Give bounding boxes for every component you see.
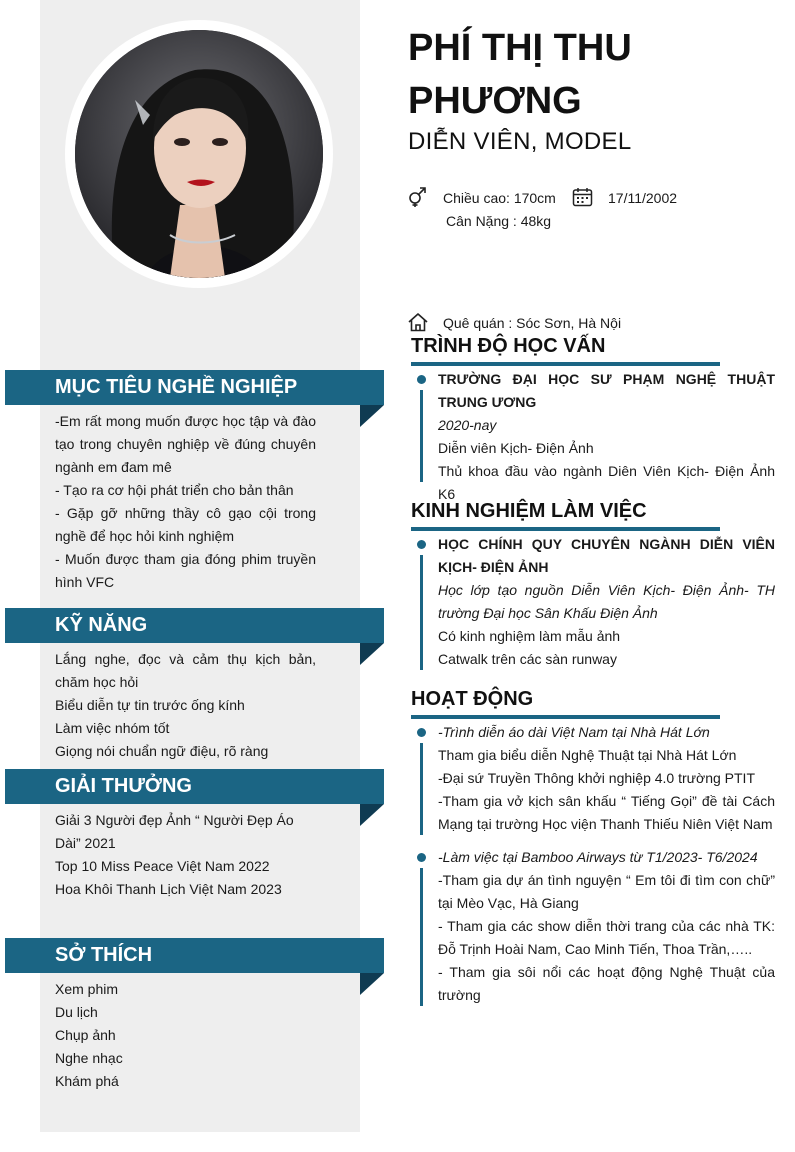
birthday-info: 17/11/2002 [608,190,678,206]
award-line: Giải 3 Người đẹp Ảnh “ Người Đẹp Áo Dài” 2021 [55,812,294,851]
height-info: Chiều cao: 170cm [443,190,556,206]
banner-fold [360,973,384,995]
school-name: TRƯỜNG ĐẠI HỌC SƯ PHẠM NGHỆ THUẬT TRUNG ƯƠNG [438,371,775,410]
banner-fold [360,643,384,665]
hobbies-title: SỞ THÍCH [55,944,153,966]
education-note: Thủ khoa đầu vào ngành Diên Viên Kịch- Điện Ảnh K6 [438,463,775,502]
bullet-dot [417,540,426,549]
banner-fold [360,804,384,826]
activity-heading: -Làm việc tại Bamboo Airways từ T1/2023- T6/2024 [438,849,758,865]
bullet-dot [417,853,426,862]
timeline-line [420,743,423,835]
awards-text [55,809,316,901]
activities-title: HOẠT ĐỘNG [411,688,534,710]
career-goal-banner [5,370,384,405]
career-goal-text [55,410,316,594]
education-title: TRÌNH ĐỘ HỌC VẤN [411,335,606,357]
hobby-line: Xem phim [55,981,119,997]
candidate-name: PHÍ THỊ THU PHƯƠNG [408,27,632,122]
career-goal-line: -Em rất mong muốn được học tập và đào tạo trong chuyên nghiệp về đúng chuyên ngành em đam mê [55,413,316,475]
bullet-dot [417,375,426,384]
career-goal-line: - Muốn được tham gia đóng phim truyền hình VFC [55,551,316,590]
timeline-line [420,555,423,670]
section-underline [411,527,720,531]
profile-photo [75,30,323,278]
section-underline [411,362,720,366]
awards-title: GIẢI THƯỞNG [55,775,192,797]
hobby-line: Du lịch [55,1004,98,1020]
timeline-line [420,390,423,482]
education-period: 2020-nay [438,417,497,433]
experience-heading: HỌC CHÍNH QUY CHUYÊN NGÀNH DIỄN VIÊN KỊCH- ĐIỆN ẢNH [438,536,775,575]
experience-line: Có kinh nghiệm làm mẫu ảnh [438,628,621,644]
section-underline [411,715,720,719]
hobbies-banner [5,938,384,973]
career-goal-title: MỤC TIÊU NGHỀ NGHIỆP [55,376,298,398]
gender-icon [407,186,429,208]
activity-line: - Tham gia các show diễn thời trang của các nhà TK: Đỗ Trịnh Hoài Nam, Cao Minh Tiến, Thoa Trần,….. [438,918,775,957]
activity-entry [438,721,775,836]
education-entry [438,368,775,506]
skills-banner [5,608,384,643]
award-line: Top 10 Miss Peace Việt Nam 2022 [55,858,270,874]
hobbies-text [55,978,316,1093]
banner-fold [360,405,384,427]
activity-entry [438,846,775,1007]
career-goal-line: - Tạo ra cơ hội phát triển cho bản thân [55,482,294,498]
timeline-line [420,868,423,1006]
skills-title: KỸ NĂNG [55,614,148,636]
hometown-info: Quê quán : Sóc Sơn, Hà Nội [443,315,622,331]
awards-banner [5,769,384,804]
skill-line: Biểu diễn tự tin trước ống kính [55,697,245,713]
hobby-line: Khám phá [55,1073,119,1089]
skill-line: Lắng nghe, đọc và cảm thụ kịch bản, chăm học hỏi [55,651,316,690]
activity-line: -Tham gia dự án tình nguyện “ Em tôi đi tìm con chữ” tại Mèo Vạc, Hà Giang [438,872,775,911]
skill-line: Giọng nói chuẩn ngữ điệu, rõ ràng [55,743,269,759]
experience-sub: Học lớp tạo nguồn Diễn Viên Kịch- Điện Ảnh- TH trường Đại học Sân Khấu Điện Ảnh [438,582,775,621]
weight-info: Cân Nặng : 48kg [446,213,552,229]
hobby-line: Chụp ảnh [55,1027,116,1043]
portrait-illustration [75,30,323,278]
experience-title: KINH NGHIỆM LÀM VIỆC [411,500,647,522]
experience-entry [438,533,775,671]
skill-line: Làm việc nhóm tốt [55,720,170,736]
activity-line: - Tham gia sôi nổi các hoạt động Nghệ Thuật của trường [438,964,775,1003]
activity-line: -Tham gia vở kịch sân khấu “ Tiếng Gọi” đề tài Cách Mạng tại trường Học viện Thanh Thiếu Niên Việt Nam [438,793,775,832]
candidate-role: DIỄN VIÊN, MODEL [408,128,632,155]
education-major: Diễn viên Kịch- Điện Ảnh [438,440,594,456]
activity-line: -Đại sứ Truyền Thông khởi nghiệp 4.0 trường PTIT [438,770,755,786]
activity-line: Tham gia biểu diễn Nghệ Thuật tại Nhà Hát Lớn [438,747,737,763]
career-goal-line: - Gặp gỡ những thầy cô gạo cội trong nghề để học hỏi kinh nghiệm [55,505,316,544]
activity-heading: -Trình diễn áo dài Việt Nam tại Nhà Hát Lớn [438,724,710,740]
home-icon [407,312,429,332]
bullet-dot [417,728,426,737]
skills-text [55,648,316,763]
award-line: Hoa Khôi Thanh Lịch Việt Nam 2023 [55,881,282,897]
calendar-icon [572,187,593,207]
hobby-line: Nghe nhạc [55,1050,123,1066]
experience-line: Catwalk trên các sàn runway [438,651,617,667]
